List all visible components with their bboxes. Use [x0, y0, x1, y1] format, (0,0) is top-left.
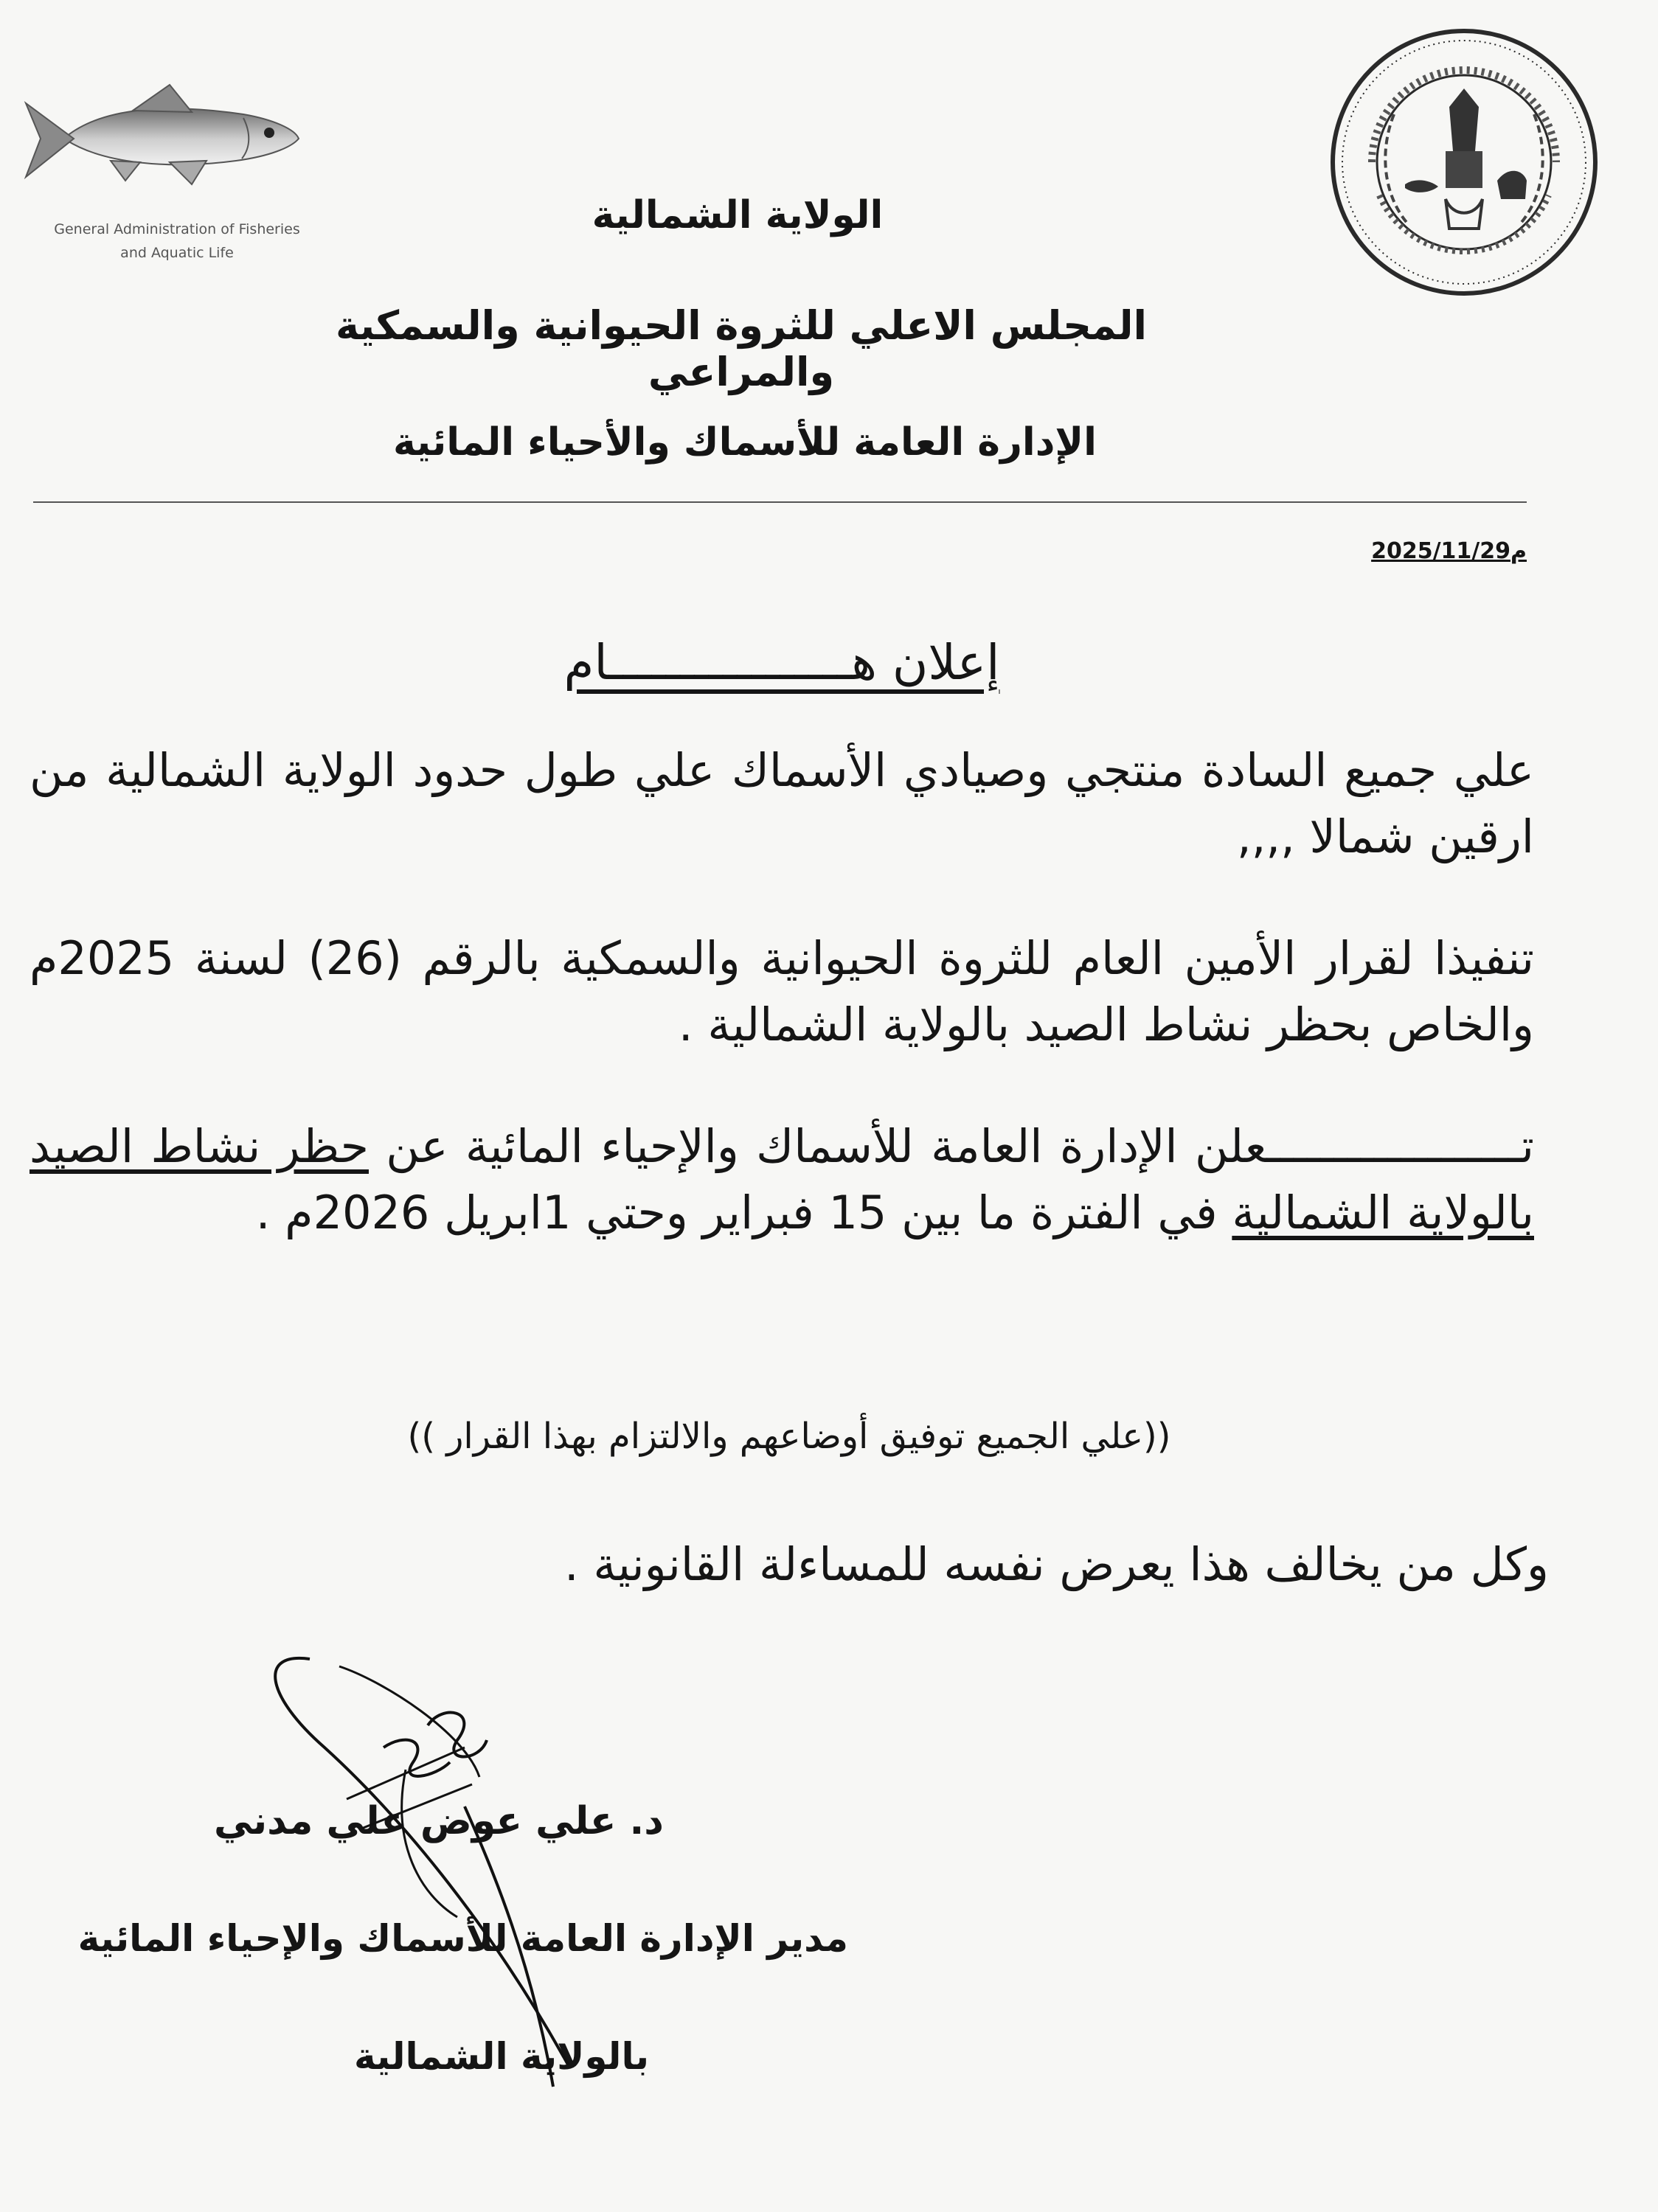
ban-text-period: في الفترة ما بين 15 فبراير وحتي 1ابريل 2026م . — [255, 1186, 1232, 1239]
header-council: المجلس الاعلي للثروة الحيوانية والسمكية والمراعي — [335, 302, 1148, 395]
handwritten-signature — [236, 1652, 752, 2109]
header-divider — [33, 501, 1527, 503]
logo-caption-line2: and Aquatic Life — [120, 245, 234, 261]
header-administration: الإدارة العامة للأسماك والأحياء المائية — [393, 420, 1097, 465]
logo-caption-line1: General Administration of Fisheries — [54, 221, 300, 237]
logo-caption — [22, 218, 332, 265]
ban-text-intro: تـــــــــــــــــــعلن الإدارة العامة للأسماك والإحياء المائية عن — [368, 1119, 1534, 1173]
document-date: 2025/11/29م — [1371, 538, 1527, 564]
announcement-title — [413, 634, 1151, 691]
paragraph-addressees: علي جميع السادة منتجي وصيادي الأسماك علي طول حدود الولاية الشمالية من ارقين شمالا ,,,, — [30, 743, 1534, 863]
signatory-title: مدير الإدارة العامة للأسماك والإحياء المائية — [77, 1917, 848, 1960]
header-state: الولاية الشمالية — [592, 193, 884, 237]
ban-text-highlight: حظر نشاط الصيد بالولاية الشمالية — [30, 1119, 1534, 1239]
announcement-title-text: إعلان هـــــــــــــــــام — [563, 634, 1000, 691]
signatory-name: د. علي عوض علي مدني — [213, 1799, 664, 1843]
official-seal — [1328, 26, 1600, 299]
signatory-state: بالولاية الشمالية — [354, 2035, 649, 2078]
compliance-note: ((علي الجميع توفيق أوضاعهم والالتزام بهذا القرار )) — [407, 1416, 1171, 1457]
legal-warning: وكل من يخالف هذا يعرض نفسه للمساءلة القانونية . — [564, 1537, 1549, 1591]
paragraph-ban-announcement — [30, 1113, 1534, 1246]
fish-logo — [22, 74, 302, 199]
paragraph-decision-reference: تنفيذا لقرار الأمين العام للثروة الحيوانية والسمكية بالرقم (26) لسنة 2025م والخاص بحظر نشاط الصيد بالولاية الشمالية . — [30, 931, 1534, 1051]
